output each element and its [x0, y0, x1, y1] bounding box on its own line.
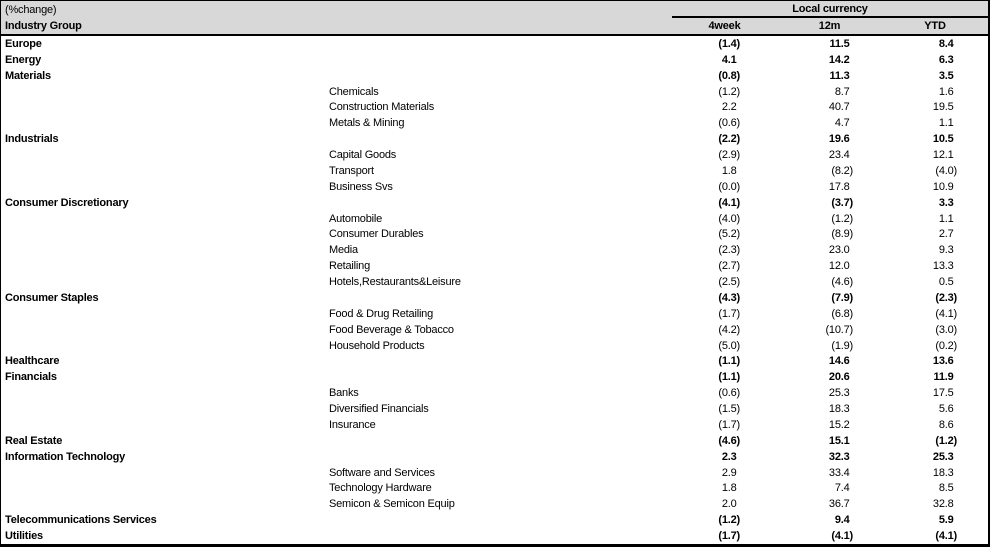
value-cell-ytd: 19.5 [932, 101, 954, 114]
industry-label: Industrials [5, 133, 59, 146]
industry-label: Consumer Discretionary [5, 196, 129, 209]
value-cell-12m: 23.4 [828, 149, 850, 162]
value-cell-12m: (7.9) [831, 291, 853, 304]
industry-label: Consumer Staples [5, 291, 99, 304]
value-cell-4week: (4.3) [718, 291, 740, 304]
table-row [1, 465, 988, 481]
value-cell-4week: (0.6) [718, 387, 740, 400]
value-cell-4week: 2.2 [721, 101, 737, 114]
table-row [1, 401, 988, 417]
value-cell-4week: (2.9) [718, 149, 740, 162]
table-row [1, 100, 988, 116]
value-cell-ytd: (2.3) [935, 291, 957, 304]
value-cell-ytd: 17.5 [932, 387, 954, 400]
value-cell-12m: 23.0 [828, 244, 850, 257]
table-row [1, 274, 988, 290]
value-cell-ytd: (4.1) [935, 530, 957, 543]
industry-label: Metals & Mining [329, 117, 405, 130]
value-cell-4week: (1.1) [718, 371, 740, 384]
value-cell-ytd: 8.6 [938, 418, 954, 431]
value-cell-4week: (2.7) [718, 260, 740, 273]
value-cell-12m: (6.8) [831, 307, 853, 320]
industry-label: Media [329, 244, 358, 257]
value-cell-12m: 11.5 [829, 37, 850, 50]
table-row [1, 258, 988, 274]
value-cell-4week: (5.0) [718, 339, 740, 352]
header-row-1 [1, 1, 988, 18]
value-cell-4week: (1.4) [718, 37, 740, 50]
value-cell-4week: (1.5) [718, 403, 740, 416]
value-cell-12m: 40.7 [828, 101, 850, 114]
value-cell-4week: 1.8 [721, 164, 737, 177]
table-row [1, 179, 988, 195]
value-cell-12m: (8.9) [831, 228, 853, 241]
value-cell-ytd: 10.5 [932, 133, 954, 146]
industry-label: Food & Drug Retailing [329, 307, 434, 320]
table-row [1, 36, 988, 52]
value-cell-ytd: 12.1 [932, 149, 954, 162]
industry-label: Technology Hardware [329, 482, 432, 495]
table-row [1, 68, 988, 84]
industry-label: Household Products [329, 339, 425, 352]
table-row [1, 528, 988, 544]
industry-group-column-header: Industry Group [5, 20, 82, 32]
percent-change-label: (%change) [5, 3, 57, 16]
industry-label: Transport [329, 164, 374, 177]
value-cell-ytd: 25.3 [932, 450, 954, 463]
column-header-ytd: YTD [924, 20, 946, 32]
value-cell-12m: 17.8 [828, 180, 850, 193]
table-row [1, 147, 988, 163]
value-cell-12m: 32.3 [828, 450, 850, 463]
value-cell-4week: (5.2) [718, 228, 740, 241]
table-header [1, 1, 988, 36]
industry-label: Chemicals [329, 85, 379, 98]
table-row [1, 385, 988, 401]
industry-label: Healthcare [5, 355, 60, 368]
table-row [1, 195, 988, 211]
industry-label: Financials [5, 371, 57, 384]
value-cell-4week: (1.1) [718, 355, 740, 368]
value-cell-ytd: 13.3 [932, 260, 954, 273]
industry-label: Semicon & Semicon Equip [329, 498, 455, 511]
value-cell-12m: (3.7) [831, 196, 853, 209]
value-cell-ytd: 8.4 [938, 37, 954, 50]
table-row [1, 512, 988, 528]
value-cell-4week: (2.3) [718, 244, 740, 257]
value-cell-12m: (10.7) [825, 323, 853, 336]
table-row [1, 369, 988, 385]
value-cell-ytd: 1.1 [938, 117, 954, 130]
industry-label: Diversified Financials [329, 403, 429, 416]
value-cell-12m: 15.1 [828, 434, 850, 447]
value-cell-12m: 12.0 [828, 260, 850, 273]
value-cell-12m: 14.2 [828, 53, 850, 66]
value-cell-12m: 14.6 [828, 355, 850, 368]
value-cell-12m: 18.3 [828, 403, 850, 416]
value-cell-12m: (8.2) [831, 164, 853, 177]
table-row [1, 322, 988, 338]
table-row [1, 52, 988, 68]
industry-label: Real Estate [5, 434, 63, 447]
value-cell-12m: (4.6) [831, 276, 853, 289]
value-cell-ytd: 6.3 [938, 53, 954, 66]
value-cell-ytd: 3.5 [938, 69, 954, 82]
value-cell-ytd: 1.6 [938, 85, 954, 98]
value-cell-12m: 9.4 [834, 514, 850, 527]
industry-label: Hotels,Restaurants&Leisure [329, 276, 461, 289]
value-cell-ytd: (0.2) [935, 339, 957, 352]
value-cell-12m: 11.3 [829, 69, 850, 82]
value-cell-ytd: (1.2) [935, 434, 957, 447]
value-cell-ytd: 11.9 [933, 371, 954, 384]
value-cell-ytd: 1.1 [938, 212, 954, 225]
table-row [1, 227, 988, 243]
industry-label: Utilities [5, 530, 43, 543]
value-cell-ytd: 32.8 [932, 498, 954, 511]
value-cell-12m: (1.9) [831, 339, 853, 352]
value-cell-ytd: 5.9 [938, 514, 954, 527]
value-cell-4week: (4.6) [718, 434, 740, 447]
table-row [1, 417, 988, 433]
value-cell-4week: (0.8) [718, 69, 740, 82]
industry-label: Telecommunications Services [5, 514, 157, 527]
value-cell-ytd: (4.0) [935, 164, 957, 177]
value-cell-12m: 25.3 [828, 387, 850, 400]
table-row [1, 211, 988, 227]
value-cell-4week: 4.1 [721, 53, 737, 66]
column-header-12m: 12m [818, 20, 841, 32]
value-cell-4week: (2.2) [718, 133, 740, 146]
industry-label: Information Technology [5, 450, 126, 463]
value-cell-ytd: (3.0) [935, 323, 957, 336]
value-cell-12m: 20.6 [828, 371, 850, 384]
table-row [1, 481, 988, 497]
table-row [1, 242, 988, 258]
industry-label: Energy [5, 53, 42, 66]
industry-label: Retailing [329, 260, 371, 273]
value-cell-4week: (4.2) [718, 323, 740, 336]
industry-label: Business Svs [329, 180, 393, 193]
industry-label: Automobile [329, 212, 383, 225]
value-cell-ytd: 0.5 [938, 276, 954, 289]
value-cell-4week: 1.8 [721, 482, 737, 495]
industry-label: Food Beverage & Tobacco [329, 323, 454, 336]
value-cell-ytd: 3.3 [938, 196, 954, 209]
value-cell-ytd: 18.3 [932, 466, 954, 479]
table-row [1, 131, 988, 147]
value-cell-4week: (1.2) [718, 85, 740, 98]
table-body [1, 36, 988, 544]
value-cell-ytd: (4.1) [935, 307, 957, 320]
table-row [1, 338, 988, 354]
value-cell-ytd: 8.5 [938, 482, 954, 495]
value-cell-4week: 2.9 [721, 466, 737, 479]
currency-group-header: Local currency [672, 1, 988, 18]
column-header-4week: 4week [708, 20, 741, 32]
value-cell-ytd: 9.3 [938, 244, 954, 257]
industry-label: Europe [5, 37, 42, 50]
value-cell-4week: 2.3 [721, 450, 737, 463]
value-cell-12m: 8.7 [834, 85, 850, 98]
value-cell-12m: 4.7 [834, 117, 850, 130]
industry-label: Insurance [329, 418, 376, 431]
value-cell-12m: 7.4 [834, 482, 850, 495]
table-row [1, 163, 988, 179]
value-cell-4week: 2.0 [721, 498, 737, 511]
value-cell-4week: (1.7) [718, 418, 740, 431]
industry-label: Banks [329, 387, 359, 400]
value-cell-4week: (1.2) [718, 514, 740, 527]
value-cell-ytd: 13.6 [932, 355, 954, 368]
table-row [1, 290, 988, 306]
value-cell-4week: (4.1) [718, 196, 740, 209]
value-cell-12m: 15.2 [828, 418, 850, 431]
value-cell-4week: (1.7) [718, 307, 740, 320]
value-cell-12m: (4.1) [831, 530, 853, 543]
value-cell-4week: (4.0) [718, 212, 740, 225]
value-cell-4week: (2.5) [718, 276, 740, 289]
table-row [1, 84, 988, 100]
industry-label: Consumer Durables [329, 228, 424, 241]
industry-label: Construction Materials [329, 101, 435, 114]
table-row [1, 496, 988, 512]
industry-label: Software and Services [329, 466, 435, 479]
value-cell-ytd: 5.6 [938, 403, 954, 416]
table-row [1, 449, 988, 465]
table-row [1, 354, 988, 370]
industry-label: Capital Goods [329, 149, 397, 162]
table-row [1, 306, 988, 322]
value-cell-ytd: 2.7 [938, 228, 954, 241]
value-cell-12m: 36.7 [828, 498, 850, 511]
industry-label: Materials [5, 69, 51, 82]
value-cell-4week: (1.7) [718, 530, 740, 543]
value-cell-12m: 19.6 [828, 133, 850, 146]
value-cell-4week: (0.6) [718, 117, 740, 130]
header-row-2 [1, 18, 988, 34]
value-cell-ytd: 10.9 [932, 180, 954, 193]
table-row [1, 433, 988, 449]
table-row [1, 115, 988, 131]
value-cell-4week: (0.0) [718, 180, 740, 193]
value-cell-12m: 33.4 [828, 466, 850, 479]
value-cell-12m: (1.2) [831, 212, 853, 225]
